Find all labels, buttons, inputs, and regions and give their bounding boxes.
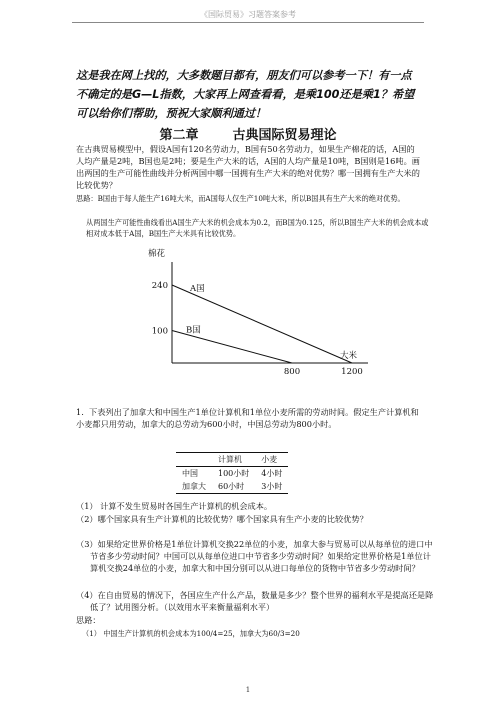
header-divider bbox=[72, 22, 424, 23]
table-header-cell: 计算机 bbox=[212, 453, 255, 467]
series-line-a bbox=[172, 285, 352, 363]
page-header: 《国际贸易》习题答案参考 bbox=[200, 10, 296, 19]
intro-note: 这是我在网上找的，大多数题目都有，朋友们可以参考一下！有一点不确定的是G—L指数，大家再上网查看看，是乘100还是乘1？希望可以给你们帮助，预祝大家顺利通过！ bbox=[76, 69, 415, 120]
x-axis-label: 大米 bbox=[340, 351, 358, 361]
table-row bbox=[176, 480, 288, 494]
table-cell: 4小时 bbox=[261, 469, 283, 478]
thinking-label: 思路： bbox=[76, 615, 101, 625]
curve-label-b: B国 bbox=[186, 325, 201, 336]
table-cell: 加拿大 bbox=[176, 480, 212, 494]
table-header-cell bbox=[176, 453, 212, 467]
table-header-row bbox=[176, 453, 288, 467]
table-row bbox=[176, 467, 288, 481]
y-axis-label: 棉花 bbox=[148, 249, 166, 259]
answer-line-2: 从两国生产可能性曲线看出A国生产大米的机会成本为0.2，而B国为0.125，所以B国生产大米的机会成本或相对成本低于A国，B国生产大米具有比较优势。 bbox=[86, 218, 429, 238]
y-tick-240: 240 bbox=[151, 281, 168, 291]
sub-question-3: （3）如果给定世界价格是1单位计算机交换22单位的小麦，加拿大参与贸易可以从每单位的进口中节省多少劳动时间？中国可以从每单位进口中节省多少劳动时间？如果给定世界价格是1单位计算机交换24单位的小麦，加拿大和中国分别可以从进口每单位的货物中节省多少劳动时间？ bbox=[76, 539, 433, 573]
question-1-number: 1. bbox=[76, 407, 84, 417]
question-1-text: 下表列出了加拿大和中国生产1单位计算机和1单位小麦所需的劳动时间。假定生产计算机和小麦都只用劳动，加拿大的总劳动为600小时，中国总劳动为800小时。 bbox=[76, 407, 419, 429]
intro-question: 在古典贸易模型中，假设A国有120名劳动力，B国有50名劳动力，如果生产棉花的话，A国的人均产量是2吨，B国也是2吨；要是生产大米的话，A国的人均产量是10吨，B国则是16吨。画出两国的生产可能性曲线并分析两国中哪一国拥有生产大米的绝对优势？哪一国拥有生产大米的比较优势？ bbox=[76, 144, 420, 190]
labor-time-table bbox=[176, 452, 288, 494]
table-cell: 中国 bbox=[182, 469, 198, 478]
chapter-number: 第二章 bbox=[159, 128, 199, 143]
sub-question-1: （1） 计算不发生贸易时各国生产计算机的机会成本。 bbox=[76, 501, 273, 511]
table-header-cell: 小麦 bbox=[255, 453, 288, 467]
table-cell: 100小时 bbox=[218, 469, 250, 478]
sub-question-2: （2）哪个国家具有生产计算机的比较优势？哪个国家具有生产小麦的比较优势？ bbox=[76, 514, 368, 524]
chapter-name: 古典国际贸易理论 bbox=[232, 128, 337, 143]
chapter-title bbox=[0, 124, 496, 143]
x-tick-1200: 1200 bbox=[341, 367, 363, 377]
answer-1: （1） 中国生产计算机的机会成本为100/4=25，加拿大为60/3=20 bbox=[82, 629, 300, 638]
production-possibility-figure bbox=[120, 244, 380, 382]
sub-question-4: （4）在自由贸易的情况下，各国应生产什么产品，数量是多少？整个世界的福利水平是提高还是降低了？试用图分析。（以效用水平来衡量福利水平） bbox=[76, 590, 434, 612]
x-tick-800: 800 bbox=[283, 367, 301, 377]
page-number: 1 bbox=[245, 686, 251, 694]
curve-label-a: A国 bbox=[190, 284, 205, 294]
answer-line-1: 思路：B国由于每人能生产16吨大米，而A国每人仅生产10吨大米，所以B国具有生产大米的绝对优势。 bbox=[76, 194, 405, 203]
table-cell: 3小时 bbox=[255, 480, 288, 494]
question-1 bbox=[76, 406, 422, 430]
table-cell: 60小时 bbox=[212, 480, 255, 494]
y-tick-100: 100 bbox=[151, 326, 168, 337]
